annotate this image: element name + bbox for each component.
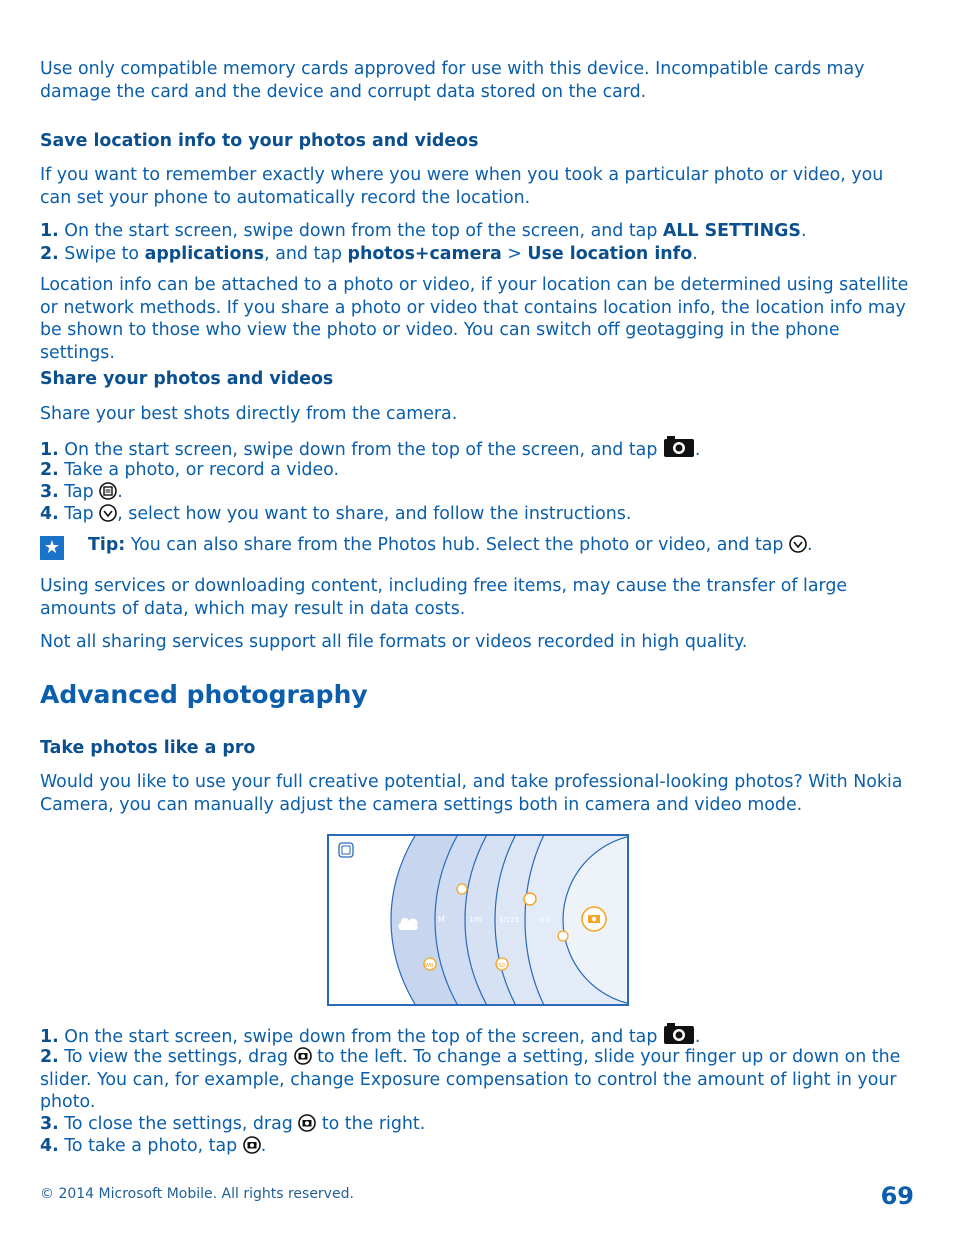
step-end: . xyxy=(800,221,807,241)
share-paragraph: Share your best shots directly from the camera. xyxy=(40,404,458,424)
iso-label: ISO xyxy=(497,963,506,969)
camera-icon xyxy=(663,436,695,458)
step-number: 3. xyxy=(40,1114,59,1134)
use-location-info-label: Use location info xyxy=(527,244,693,264)
separator: > xyxy=(501,244,528,264)
camera-settings-screenshot xyxy=(327,834,629,1006)
menu-circle-icon xyxy=(99,482,117,500)
tip-label: Tip: xyxy=(88,535,126,555)
share-icon xyxy=(789,535,807,553)
step-text: . xyxy=(260,1136,267,1156)
step-text: to the left. To change a setting, slide your finger up or down on the slider. You can, for example, change Exposure compensation to control the amount of light in your photo. xyxy=(40,1047,901,1112)
step-number: 1. xyxy=(40,440,59,460)
exposure-value: -0.5 xyxy=(537,916,551,924)
section-title-advanced: Advanced photography xyxy=(40,680,368,709)
shutter-value: 1/125 xyxy=(499,916,520,924)
photos-camera-label: photos+camera xyxy=(347,244,502,264)
pro-step-4 xyxy=(40,1135,266,1158)
capture-icon xyxy=(294,1047,312,1065)
step-text: , and tap xyxy=(264,244,348,264)
step-end: . xyxy=(117,482,123,502)
step-number: 2. xyxy=(40,244,59,264)
share-step-1 xyxy=(40,436,700,462)
step-number: 2. xyxy=(40,1047,59,1067)
share-step-4 xyxy=(40,503,631,526)
location-paragraph: If you want to remember exactly where you were when you took a particular photo or video, you can set your phone to automatically record the location. xyxy=(40,165,884,208)
step-number: 1. xyxy=(40,1027,59,1047)
step-end: , select how you want to share, and follow the instructions. xyxy=(117,504,632,524)
step-text: Tap xyxy=(64,482,100,502)
pro-paragraph: Would you like to use your full creative potential, and take professional-looking photos? With Nokia Camera, you can manually adjust the camera settings both in camera and video mode. xyxy=(40,772,903,815)
step-text: To take a photo, tap xyxy=(64,1136,243,1156)
pro-step-2 xyxy=(40,1046,916,1114)
section-heading-pro: Take photos like a pro xyxy=(40,738,256,758)
step-number: 4. xyxy=(40,504,59,524)
copyright: © 2014 Microsoft Mobile. All rights reserved. xyxy=(40,1186,354,1202)
step-text: On the start screen, swipe down from the top of the screen, and tap xyxy=(64,221,663,241)
camera-dial-graphic xyxy=(329,836,627,1004)
step-text: To view the settings, drag xyxy=(64,1047,294,1067)
format-paragraph: Not all sharing services support all file formats or videos recorded in high quality. xyxy=(40,632,748,652)
step-number: 2. xyxy=(40,460,59,480)
pro-step-3 xyxy=(40,1113,425,1136)
tip-end: . xyxy=(806,535,813,555)
section-heading-share: Share your photos and videos xyxy=(40,369,334,389)
wb-label: WB xyxy=(425,963,434,969)
page-number: 69 xyxy=(880,1182,914,1210)
location-step-1 xyxy=(40,220,806,243)
step-end: . xyxy=(694,440,701,460)
capture-icon xyxy=(298,1114,316,1132)
location-step-2 xyxy=(40,243,698,266)
step-text: to the right. xyxy=(316,1114,426,1134)
location-info-paragraph: Location info can be attached to a photo or video, if your location can be determined using satellite or network methods. If you share a photo or video that contains location info, the location info may be shown to those who view the photo or video. You can switch off geotagging in the phone settings. xyxy=(40,275,909,363)
step-end: . xyxy=(694,1027,701,1047)
intro-paragraph: Use only compatible memory cards approved for use with this device. Incompatible cards may damage the card and the device and corrupt data stored on the card. xyxy=(40,59,865,102)
step-text: Swipe to xyxy=(64,244,145,264)
camera-icon xyxy=(663,1023,695,1045)
pro-step-1 xyxy=(40,1023,700,1049)
all-settings-label: ALL SETTINGS xyxy=(662,221,801,241)
step-text: On the start screen, swipe down from the top of the screen, and tap xyxy=(64,1027,663,1047)
data-cost-paragraph: Using services or downloading content, including free items, may cause the transfer of large amounts of data, which may result in data costs. xyxy=(40,576,848,619)
share-step-3 xyxy=(40,481,123,504)
tip-line xyxy=(88,534,813,557)
step-text: Tap xyxy=(64,504,100,524)
capture-icon xyxy=(243,1136,261,1154)
step-text: To close the settings, drag xyxy=(64,1114,299,1134)
section-heading-location: Save location info to your photos and videos xyxy=(40,131,479,151)
step-text: On the start screen, swipe down from the top of the screen, and tap xyxy=(64,440,663,460)
step-end: . xyxy=(692,244,698,264)
share-step-2 xyxy=(40,459,339,482)
mode-label: M xyxy=(438,915,445,924)
applications-label: applications xyxy=(144,244,265,264)
step-number: 4. xyxy=(40,1136,59,1156)
share-icon xyxy=(99,504,117,522)
tip-text: You can also share from the Photos hub. Select the photo or video, and tap xyxy=(125,535,789,555)
iso-value: 100 xyxy=(469,916,483,924)
step-text: Take a photo, or record a video. xyxy=(64,460,340,480)
step-number: 1. xyxy=(40,221,59,241)
star-icon: ★ xyxy=(40,536,64,560)
step-number: 3. xyxy=(40,482,59,502)
